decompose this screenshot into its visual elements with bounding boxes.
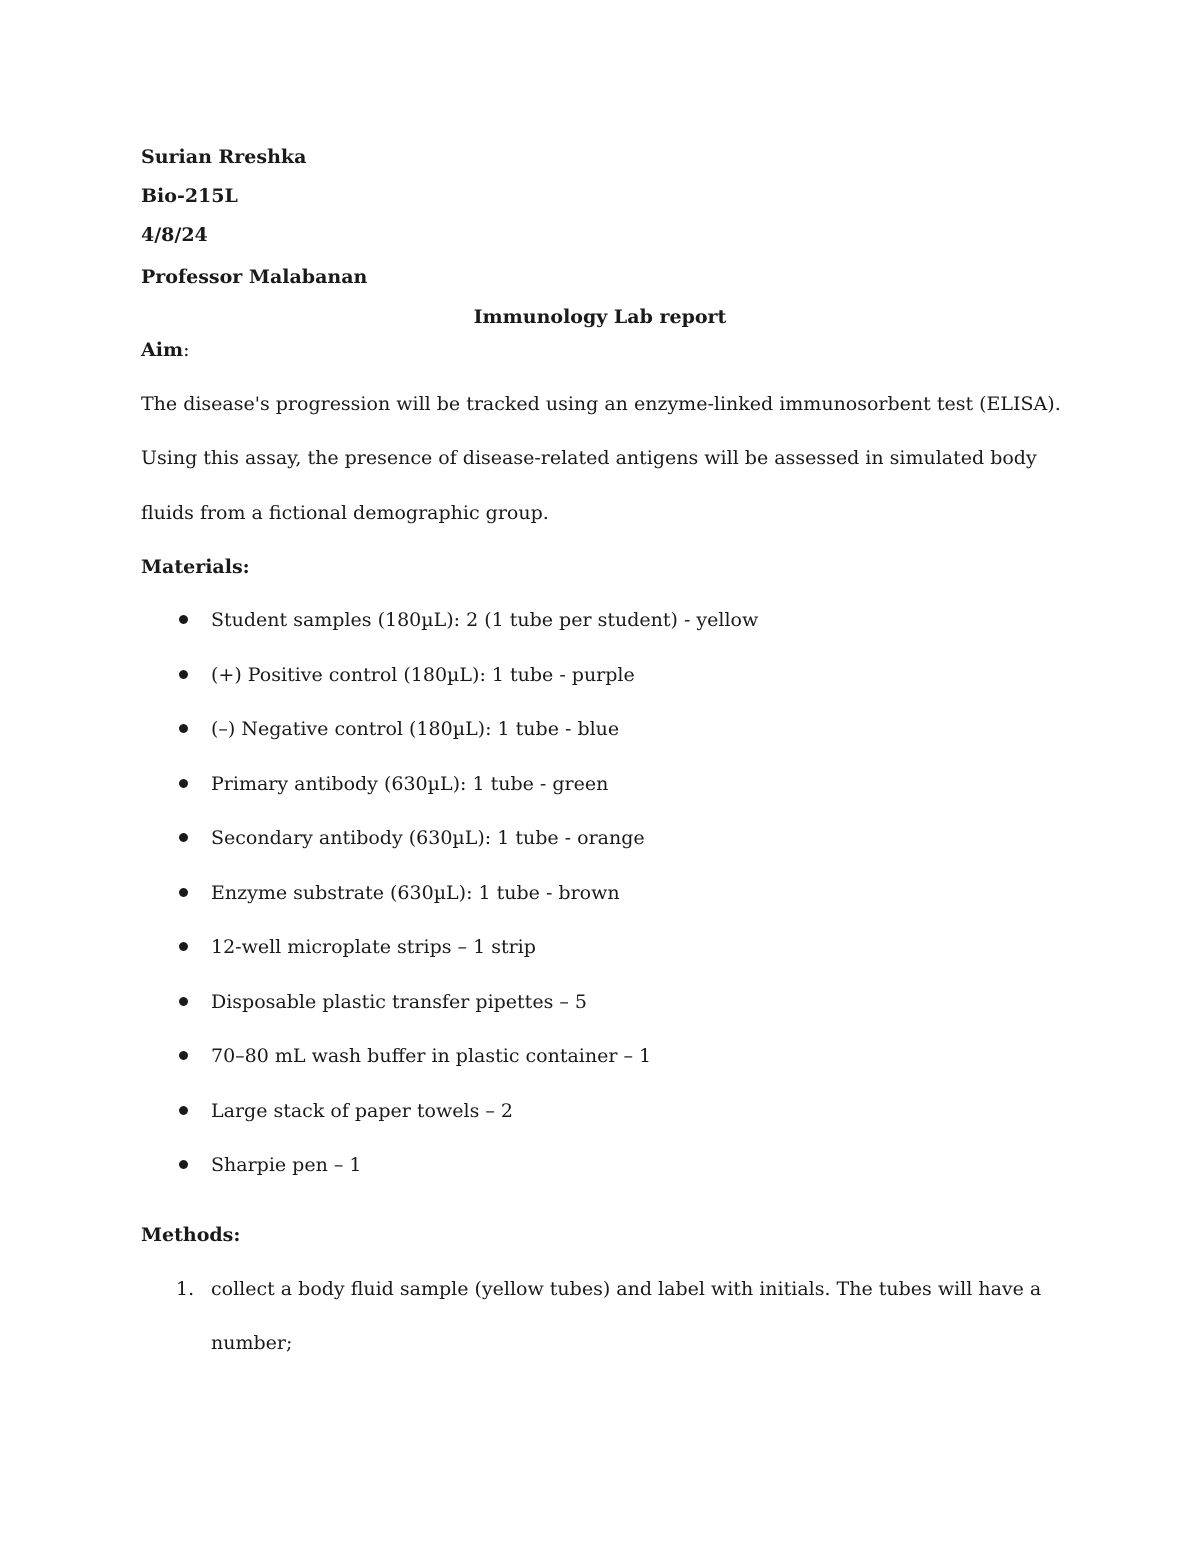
report-date: 4/8/24	[141, 224, 208, 246]
step-number: 1.	[176, 1278, 195, 1300]
list-item-text: (–) Negative control (180µL): 1 tube - blue	[211, 718, 620, 740]
list-item-text: 70–80 mL wash buffer in plastic container – 1	[211, 1045, 652, 1067]
bullet-icon	[179, 1160, 188, 1169]
bullet-icon	[179, 997, 188, 1006]
bullet-icon	[179, 833, 188, 842]
report-title: Immunology Lab report	[473, 306, 727, 328]
bullet-icon	[179, 888, 188, 897]
list-item-text: Disposable plastic transfer pipettes – 5	[211, 991, 587, 1013]
bullet-icon	[179, 942, 188, 951]
bullet-icon	[179, 724, 188, 733]
list-item-text: Enzyme substrate (630µL): 1 tube - brown	[211, 882, 620, 904]
author-name: Surian Rreshka	[141, 146, 307, 168]
bullet-icon	[179, 615, 188, 624]
course-code: Bio-215L	[141, 185, 238, 207]
list-item-text: 12-well microplate strips – 1 strip	[211, 936, 536, 958]
list-item-text: Secondary antibody (630µL): 1 tube - orange	[211, 827, 645, 849]
bullet-icon	[179, 1051, 188, 1060]
aim-heading: Aim	[141, 339, 184, 361]
bullet-icon	[179, 1106, 188, 1115]
aim-line-3: fluids from a fictional demographic group.	[141, 502, 549, 524]
professor-name: Professor Malabanan	[141, 266, 368, 288]
bullet-icon	[179, 670, 188, 679]
aim-colon: :	[183, 339, 190, 361]
step-text-line-1: collect a body fluid sample (yellow tubes) and label with initials. The tubes will have a	[211, 1278, 1042, 1300]
bullet-icon	[179, 779, 188, 788]
materials-heading: Materials:	[141, 556, 250, 578]
methods-heading: Methods:	[141, 1224, 241, 1246]
list-item-text: Student samples (180µL): 2 (1 tube per student) - yellow	[211, 609, 759, 631]
list-item-text: (+) Positive control (180µL): 1 tube - purple	[211, 664, 635, 686]
aim-line-2: Using this assay, the presence of disease-related antigens will be assessed in simulated body	[141, 447, 1037, 469]
step-text-line-2: number;	[211, 1332, 293, 1354]
aim-line-1: The disease's progression will be tracked using an enzyme-linked immunosorbent test (ELISA).	[141, 393, 1061, 415]
list-item-text: Large stack of paper towels – 2	[211, 1100, 513, 1122]
list-item-text: Sharpie pen – 1	[211, 1154, 362, 1176]
list-item-text: Primary antibody (630µL): 1 tube - green	[211, 773, 609, 795]
aim-heading-line	[141, 338, 189, 362]
